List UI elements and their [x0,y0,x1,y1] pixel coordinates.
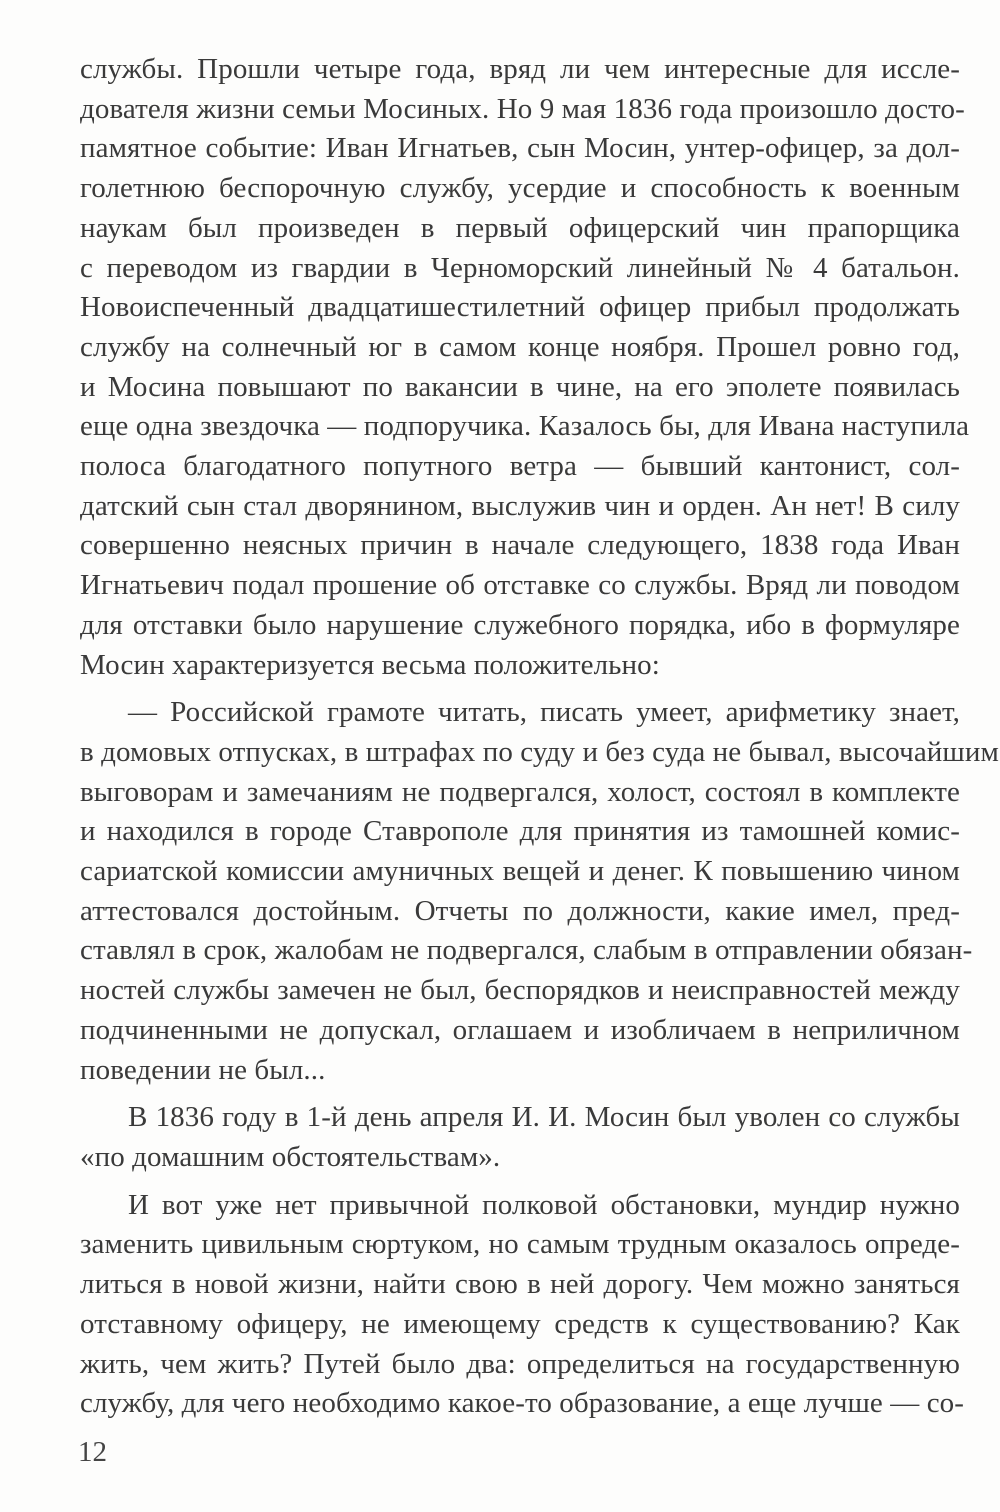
text-line: еще одна звездочка — подпоручика. Казалось бы, для Ивана наступила [80,410,970,443]
text-line: полоса благодатного попутного ветра — бывший кантонист, сол- [80,450,960,483]
text-line: наукам был произведен в первый офицерский чин прапорщика [80,211,960,244]
page-number: 12 [78,1436,107,1468]
text-line: Новоиспеченный двадцатишестилетний офицер прибыл продолжать [80,291,960,324]
text-line: дователя жизни семьи Мосиных. Но 9 мая 1836 года произошло досто- [80,92,965,125]
text-line: и находился в городе Ставрополе для принятия из тамошней комис- [80,815,960,848]
text-line: подчиненными не допускал, оглашаем и изобличаем в неприличном [80,1013,960,1046]
text-line: датский сын стал дворянином, выслужив чин и орден. Ан нет! В силу [80,489,960,522]
text-line: выговорам и замечаниям не подвергался, холост, состоял в комплекте [80,775,960,808]
text-line: — Российской грамоте читать, писать умеет, арифметику знает, [128,696,960,729]
text-line: для отставки было нарушение служебного порядка, ибо в формуляре [80,608,960,641]
text-line: с переводом из гвардии в Черноморский линейный № 4 батальон. [80,251,960,284]
paragraph [80,50,970,685]
text-line: Мосин характеризуется весьма положительно: [80,648,660,681]
paragraph [80,693,999,1090]
text-line: аттестовался достойным. Отчеты по должности, какие имел, пред- [80,894,960,927]
text-line: службу, для чего необходимо какое-то образование, а еще лучше — со- [80,1387,965,1420]
text-line: жить, чем жить? Путей было два: определиться на государственную [80,1347,960,1380]
text-line: памятное событие: Иван Игнатьев, сын Мосин, унтер-офицер, за дол- [80,132,960,165]
text-line: службу на солнечный юг в самом конце ноября. Прошел ровно год, [80,330,960,363]
text-line: отставному офицеру, не имеющему средств к существованию? Как [80,1307,960,1340]
text-line: службы. Прошли четыре года, вряд ли чем интересные для иссле- [80,53,960,85]
text-line: литься в новой жизни, найти свою в ней дорогу. Чем можно заняться [80,1268,960,1301]
text-line: сариатской комиссии амуничных вещей и денег. К повышению чином [80,855,960,888]
paragraph [80,1098,960,1177]
text-line: ставлял в срок, жалобам не подвергался, слабым в отправлении обязан- [80,934,973,967]
text-line: и Мосина повышают по вакансии в чине, на его эполете появилась [80,370,960,403]
paragraph-gap [80,685,960,693]
text-line: И вот уже нет привычной полковой обстановки, мундир нужно [128,1188,960,1221]
paragraph [80,1186,965,1424]
paragraph-gap [80,1178,960,1186]
paragraph-gap [80,1090,960,1098]
text-line: «по домашним обстоятельствам». [80,1140,501,1173]
text-line: В 1836 году в 1-й день апреля И. И. Мосин был уволен со службы [128,1101,960,1134]
text-line: Игнатьевич подал прошение об отставке со службы. Вряд ли поводом [80,569,960,602]
text-line: ностей службы замечен не был, беспорядков и неисправностей между [80,974,960,1007]
text-line: заменить цивильным сюртуком, но самым трудным оказалось опреде- [80,1228,960,1261]
text-line: голетнюю беспорочную службу, усердие и способность к военным [80,172,960,205]
text-line: совершенно неясных причин в начале следующего, 1838 года Иван [80,529,960,562]
text-line: поведении не был... [80,1053,326,1086]
text-line: в домовых отпусках, в штрафах по суду и без суда не бывал, высочайшим [80,735,999,768]
body-text [80,50,999,1424]
